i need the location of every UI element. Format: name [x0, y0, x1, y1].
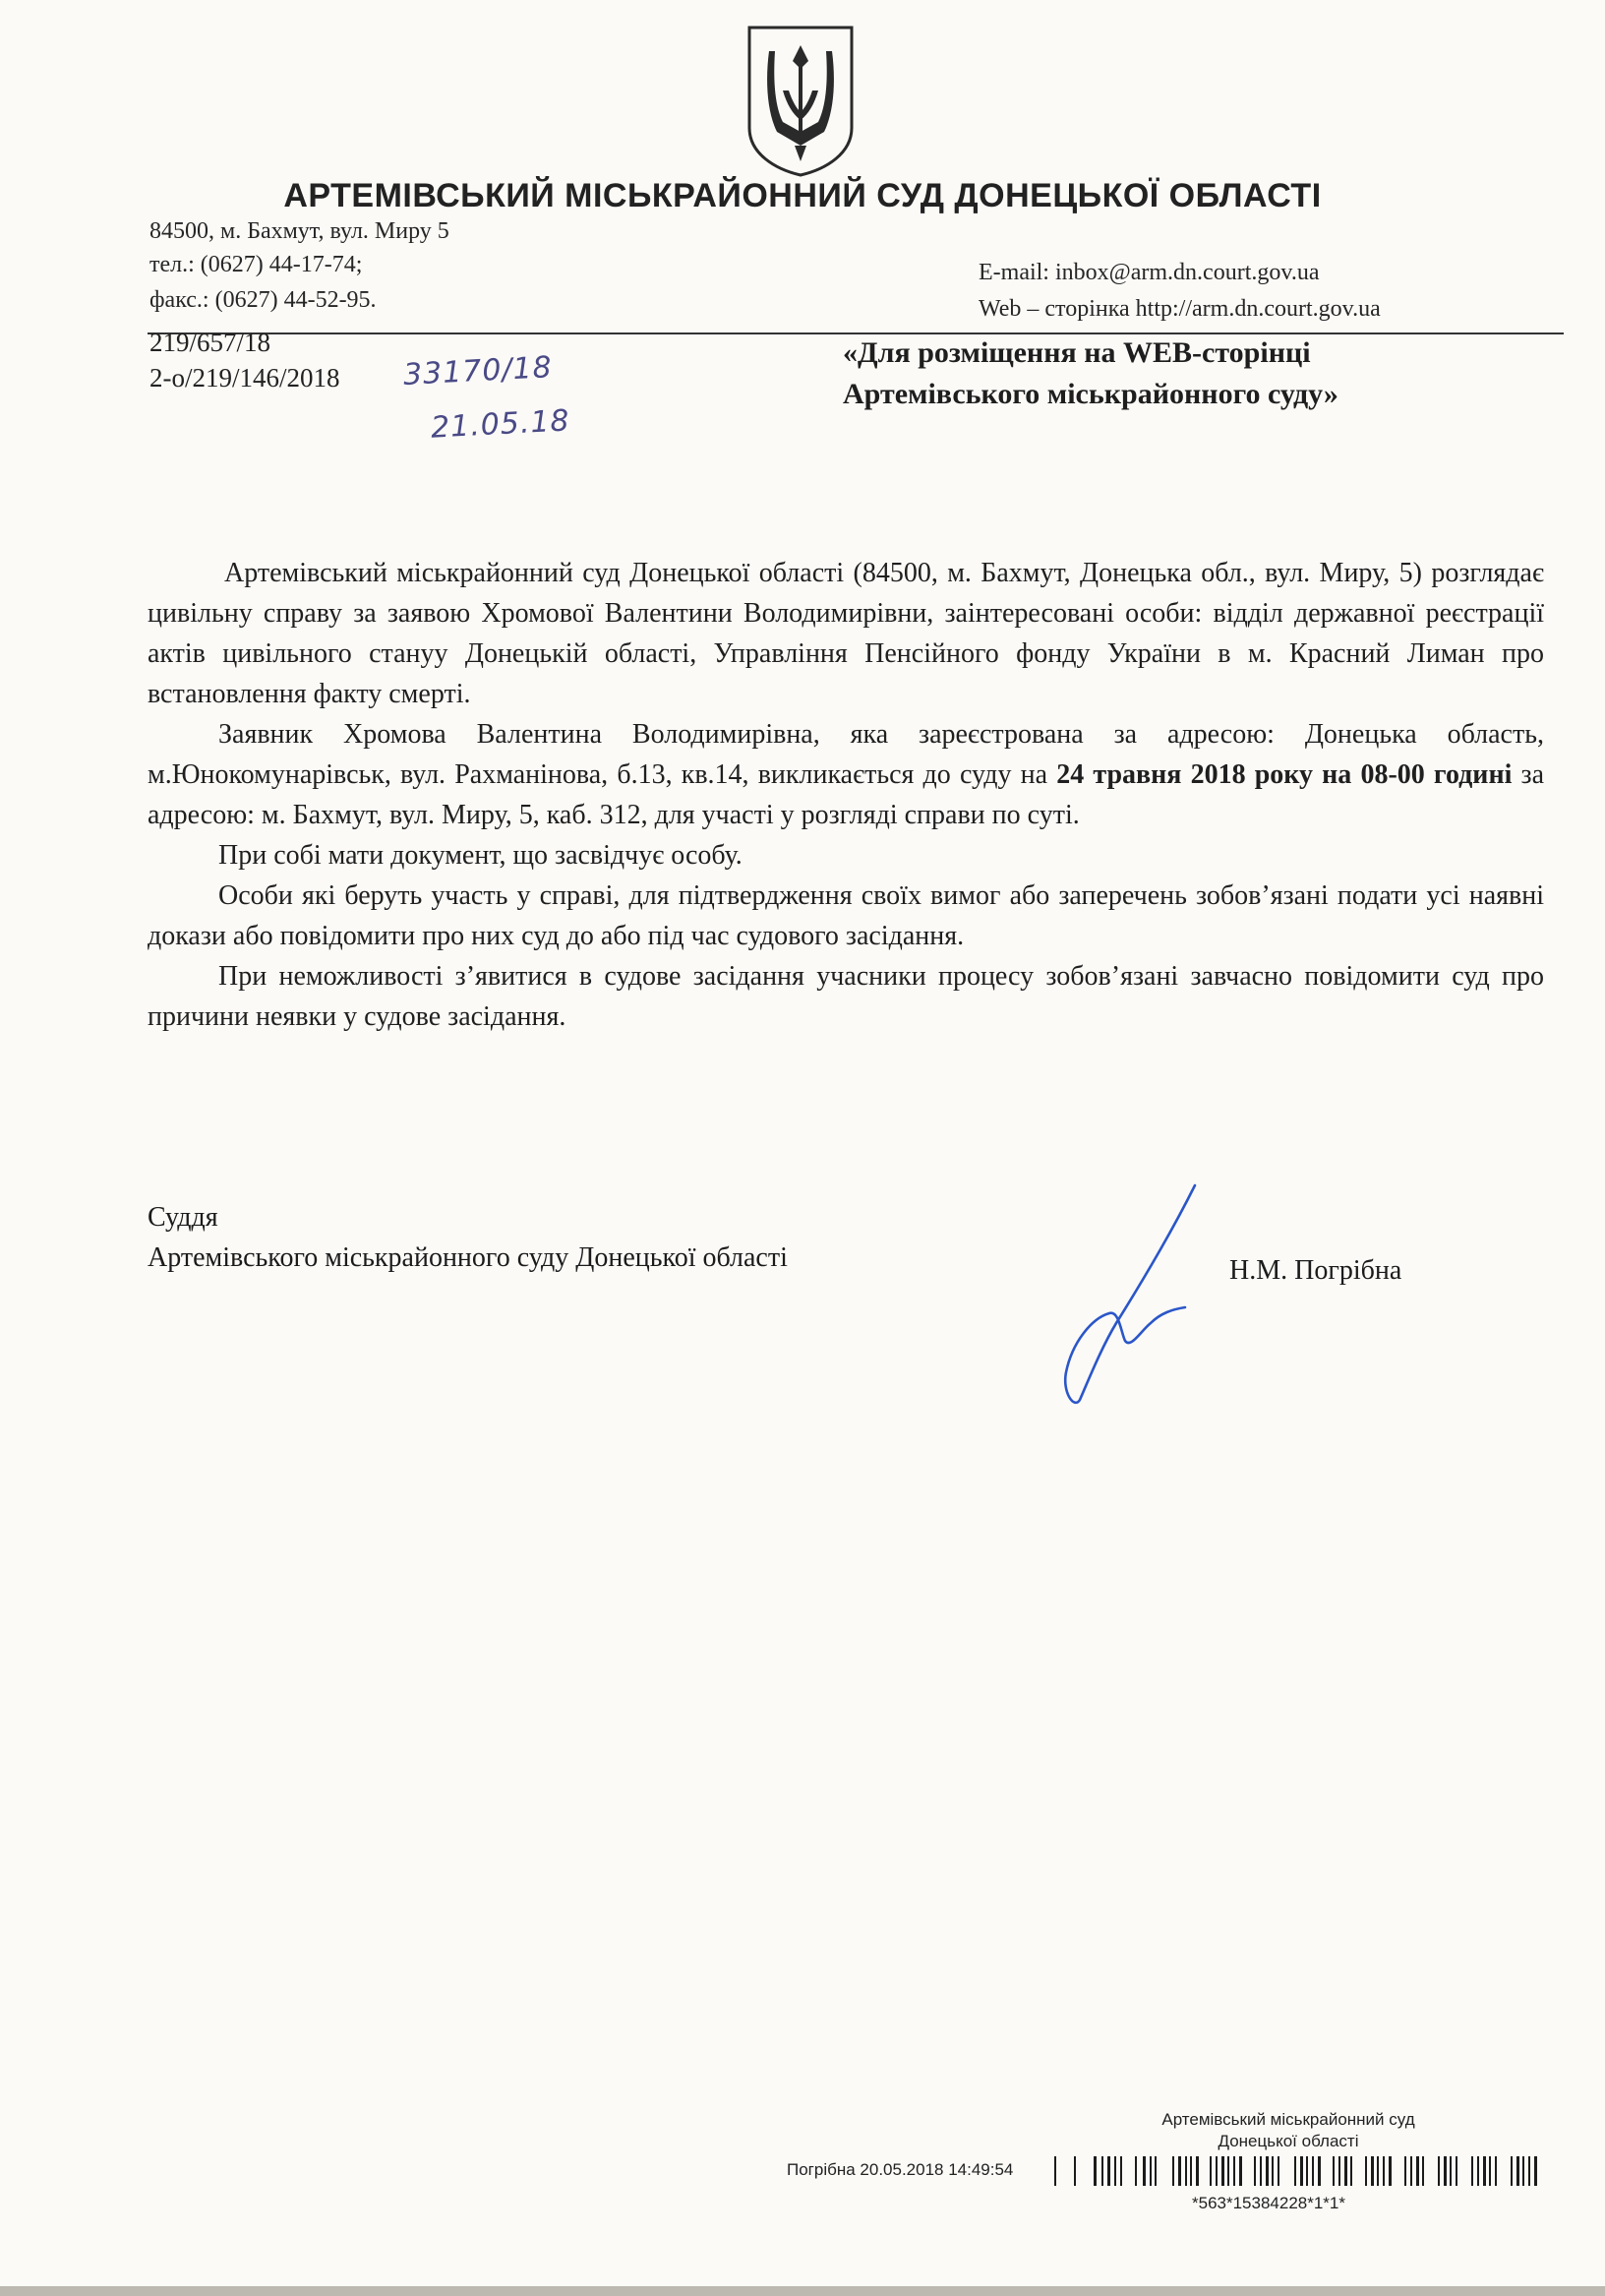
court-email: E-mail: inbox@arm.dn.court.gov.ua	[979, 260, 1320, 285]
registry-stamp: Погрібна 20.05.2018 14:49:54	[787, 2160, 1014, 2179]
trident-coat-of-arms-icon	[743, 22, 858, 179]
summons-text-end: за адресою: м. Бахмут, вул. Миру, 5, каб. 312, для участі у розгляді справи по суті.	[148, 759, 1544, 830]
judge-court: Артемівського міськрайонного суду Донецької області	[148, 1242, 788, 1273]
judge-name: Н.М. Погрібна	[1229, 1255, 1402, 1286]
web-publication-note	[843, 332, 1338, 415]
handwritten-date: 21.05.18	[430, 403, 571, 446]
web-note-line2: Артемівського міськрайонного суду»	[843, 378, 1338, 410]
web-note-line1: «Для розміщення на WEB-сторінці	[843, 336, 1311, 369]
notice-body	[148, 553, 1544, 1037]
court-title: АРТЕМІВСЬКИЙ МІСЬКРАЙОННИЙ СУД ДОНЕЦЬКОЇ ОБЛАСТІ	[283, 177, 1322, 214]
court-fax: факс.: (0627) 44-52-95.	[149, 287, 377, 313]
hearing-datetime: 24 травня 2018 року на 08-00 годині	[1056, 759, 1513, 790]
handwritten-incoming-number: 33170/18	[402, 350, 554, 393]
paragraph-evidence: Особи які беруть участь у справі, для підтвердження своїх вимог або заперечень зобов’язані подати усі наявні докази або повідомити про них суд до або під час судового засідання.	[148, 880, 1544, 951]
court-address: 84500, м. Бахмут, вул. Миру 5	[149, 218, 449, 244]
case-number: 219/657/18	[149, 328, 271, 357]
court-website: Web – сторінка http://arm.dn.court.gov.ua	[979, 296, 1381, 322]
paragraph-absence: При неможливості з’явитися в судове засідання учасники процесу зобов’язані завчасно повідомити суд про причини неявки у судове засідання.	[148, 961, 1544, 1032]
paragraph-case-description: Артемівський міськрайонний суд Донецької області (84500, м. Бахмут, Донецька обл., вул. Миру, 5) розглядає цивільну справу за заявою Хромової Валентини Володимирівни, заінтересовані особи: відділ державної реєстрації актів цивільного стануу Донецькій області, Управління Пенсійного фонду України в м. Красний Лиман про встановлення факту смерті.	[148, 558, 1544, 709]
proceeding-number: 2-о/219/146/2018	[149, 363, 340, 393]
registry-court-label	[1131, 2109, 1446, 2152]
barcode-number: *563*15384228*1*1*	[1192, 2194, 1345, 2212]
registry-court-line1: Артемівський міськрайонний суд	[1161, 2110, 1415, 2129]
summons-text-start: Заявник Хромова Валентина Володимирівна, яка зареєстрована за адресою: Донецька область, м.Юнокомунарівськ, вул. Рахманінова, б.13, кв.14, викликається до суду на	[148, 719, 1544, 790]
signature-block	[148, 1197, 788, 1278]
judge-title: Суддя	[148, 1202, 218, 1233]
paragraph-summons	[148, 714, 1544, 835]
registry-court-line2: Донецької області	[1218, 2132, 1359, 2150]
paragraph-id-document: При собі мати документ, що засвідчує особу.	[218, 840, 743, 871]
handwritten-signature	[1023, 1176, 1249, 1412]
barcode-icon	[1052, 2152, 1544, 2192]
court-phone: тел.: (0627) 44-17-74;	[149, 252, 363, 277]
